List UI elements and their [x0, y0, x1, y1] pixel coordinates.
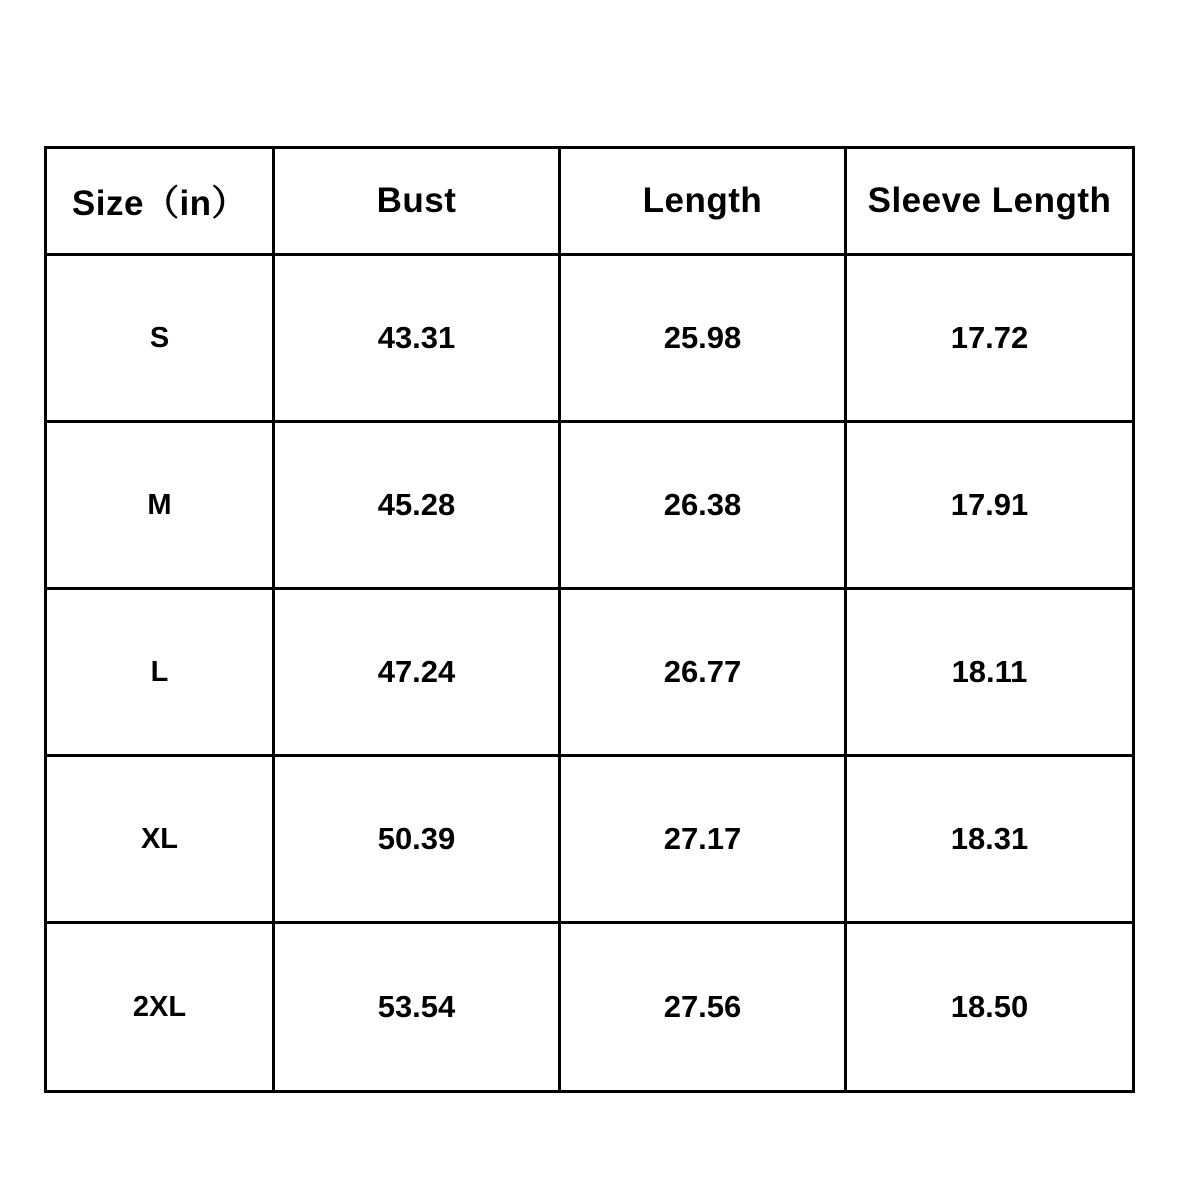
- table-header-row: [46, 148, 1134, 255]
- table-row: [46, 923, 1134, 1092]
- cell-size: XL: [46, 756, 274, 923]
- table-row: [46, 589, 1134, 756]
- cell-size: 2XL: [46, 923, 274, 1092]
- cell-size: M: [46, 422, 274, 589]
- table-row: [46, 255, 1134, 422]
- table-body: [46, 255, 1134, 1092]
- cell-length: 25.98: [560, 255, 846, 422]
- cell-sleeve: 17.72: [846, 255, 1134, 422]
- cell-size: S: [46, 255, 274, 422]
- table-header: [46, 148, 1134, 255]
- cell-sleeve: 18.50: [846, 923, 1134, 1092]
- cell-sleeve: 18.11: [846, 589, 1134, 756]
- cell-bust: 45.28: [274, 422, 560, 589]
- size-table: [44, 146, 1135, 1093]
- cell-bust: 50.39: [274, 756, 560, 923]
- cell-sleeve: 17.91: [846, 422, 1134, 589]
- column-header-size: Size（in）: [46, 148, 274, 255]
- column-header-bust: Bust: [274, 148, 560, 255]
- column-header-length: Length: [560, 148, 846, 255]
- column-header-sleeve-length: Sleeve Length: [846, 148, 1134, 255]
- cell-bust: 47.24: [274, 589, 560, 756]
- cell-bust: 53.54: [274, 923, 560, 1092]
- cell-length: 27.56: [560, 923, 846, 1092]
- cell-sleeve: 18.31: [846, 756, 1134, 923]
- table-row: [46, 756, 1134, 923]
- table-row: [46, 422, 1134, 589]
- cell-length: 27.17: [560, 756, 846, 923]
- cell-length: 26.38: [560, 422, 846, 589]
- size-chart: [44, 146, 1132, 1070]
- cell-length: 26.77: [560, 589, 846, 756]
- cell-size: L: [46, 589, 274, 756]
- cell-bust: 43.31: [274, 255, 560, 422]
